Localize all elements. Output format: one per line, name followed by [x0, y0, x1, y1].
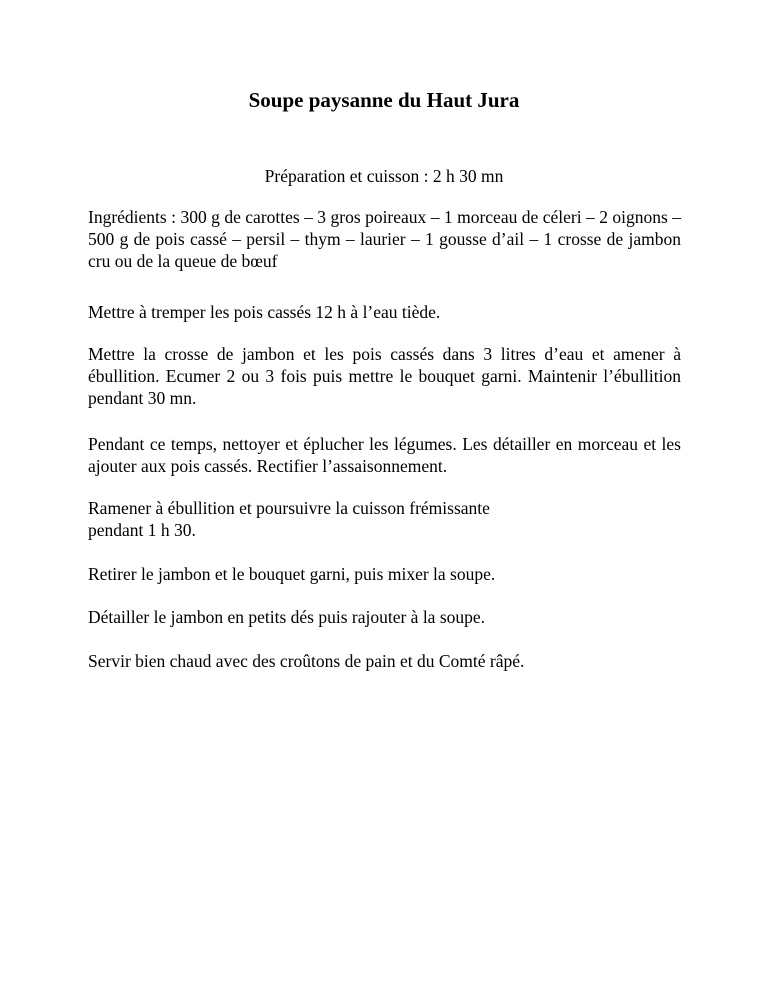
step-simmer — [88, 497, 681, 541]
step-simmer-line-1: Ramener à ébullition et poursuivre la cuisson frémissante — [88, 498, 490, 518]
preparation-time: Préparation et cuisson : 2 h 30 mn — [264, 166, 504, 186]
step-simmer-line-2: pendant 1 h 30. — [88, 520, 196, 540]
step-soak: Mettre à tremper les pois cassés 12 h à l’eau tiède. — [88, 302, 441, 322]
step-dice-ham: Détailler le jambon en petits dés puis rajouter à la soupe. — [88, 607, 486, 627]
ingredients-paragraph: Ingrédients : 300 g de carottes – 3 gros poireaux – 1 morceau de céleri – 2 oignons – 500 g de pois cassé – persil – thym – laurier – 1 gousse d’ail – 1 crosse de jambon cru ou de la queue de bœuf — [88, 207, 681, 271]
recipe-title: Soupe paysanne du Haut Jura — [248, 88, 520, 112]
step-boil: Mettre la crosse de jambon et les pois cassés dans 3 litres d’eau et amener à ébullition. Ecumer 2 ou 3 fois puis mettre le bouquet garni. Maintenir l’ébullition pendant 30 mn. — [88, 344, 681, 408]
step-serve: Servir bien chaud avec des croûtons de pain et du Comté râpé. — [88, 651, 525, 671]
step-remove-and-blend: Retirer le jambon et le bouquet garni, puis mixer la soupe. — [88, 564, 496, 584]
step-vegetables: Pendant ce temps, nettoyer et éplucher les légumes. Les détailler en morceau et les ajouter aux pois cassés. Rectifier l’assaisonnement. — [88, 434, 681, 476]
